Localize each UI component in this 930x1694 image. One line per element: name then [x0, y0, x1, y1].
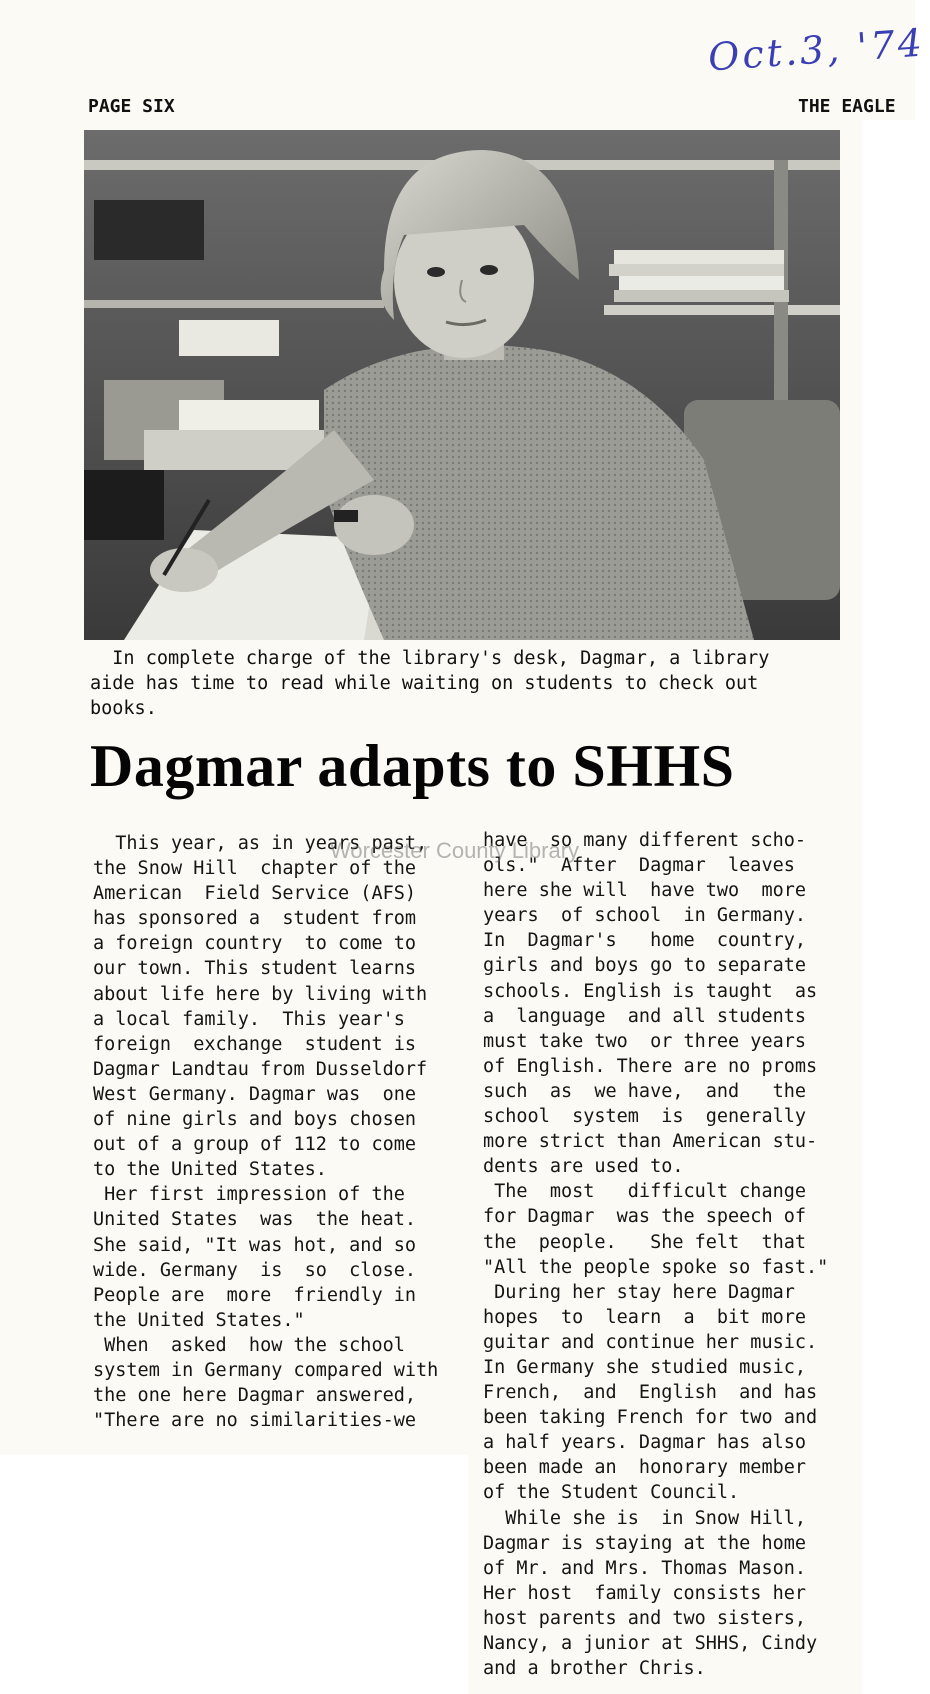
- article-column-left: This year, as in years past, the Snow Hill chapter of the American Field Service (AFS) has sponsored a student from a foreign country to come to our town. This student learns about life here by living with a local family. This year's foreign exchange student is Dagmar Landtau from Dusseldorf West Germany. Dagmar was one of nine girls and boys chosen out of a group of 112 to come to the United States. Her first impression of the United States was the heat. She said, "It was hot, and so wide. Germany is so close. People are more friendly in the United States." When asked how the school system in Germany compared with the one here Dagmar answered, "There are no similarities-we: [93, 833, 439, 1432]
- article-photo: [84, 130, 840, 640]
- article-headline: Dagmar adapts to SHHS: [90, 733, 735, 799]
- article-column-right: have so many different scho- ols." After Dagmar leaves here she will have two more years of school in Germany. In Dagmar's home country, girls and boys go to separate schools. English is taught as a language and all students must take two or three years of English. There are no proms such as we have, and the school system is generally more strict than American stu- dents are used to. The most difficult change for Dagmar was the speech of the people. She felt that "All the people spoke so fast." During her stay here Dagmar hopes to learn a bit more guitar and continue her music. In Germany she studied music, French, and English and has been taking French for two and a half years. Dagmar has also been made an honorary member of the Student Council. While she is in Snow Hill, Dagmar is staying at the home of Mr. and Mrs. Thomas Mason. Her host family consists her host parents and two sisters, Nancy, a junior at SHHS, Cindy and a brother Chris.: [483, 830, 829, 1680]
- handwritten-date: Oct.3, '74: [706, 20, 927, 80]
- photo-caption: In complete charge of the library's desk, Dagmar, a library aide has time to read while waiting on students to check out books.: [90, 648, 770, 719]
- page-label-left: PAGE SIX: [88, 96, 175, 117]
- watermark: Worcester County Library: [330, 838, 580, 863]
- photo-of-student-at-library-desk-icon: [84, 130, 840, 640]
- page-label-right: THE EAGLE: [798, 96, 896, 117]
